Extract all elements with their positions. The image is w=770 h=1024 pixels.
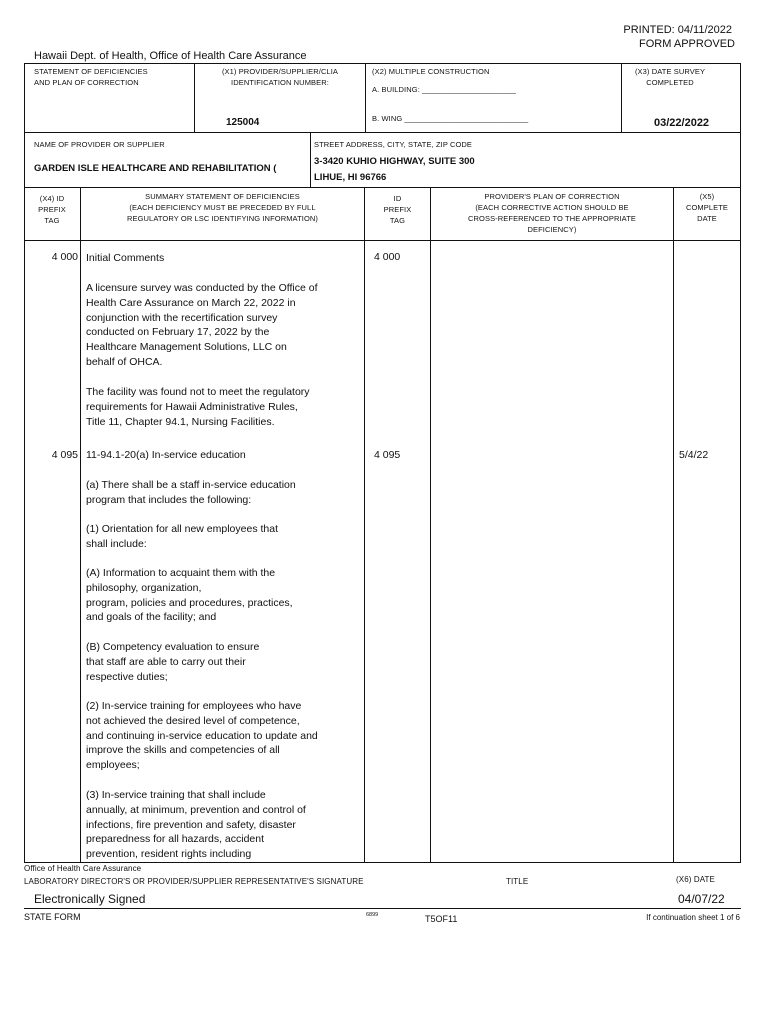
col-x4-prefix-tag: (X4) ID PREFIX TAG — [38, 194, 66, 225]
address-label: STREET ADDRESS, CITY, STATE, ZIP CODE — [314, 140, 473, 149]
address-line-2: LIHUE, HI 96766 — [314, 172, 387, 183]
address-line-1: 3-3420 KUHIO HIGHWAY, SUITE 300 — [314, 156, 475, 167]
col-complete-date: (X5) COMPLETE DATE — [685, 192, 729, 223]
survey-date: 03/22/2022 — [654, 117, 710, 129]
x2-wing: B. WING _____________________________ — [372, 114, 529, 123]
x3-label: (X3) DATE SURVEY COMPLETED — [634, 67, 706, 87]
signature-label: LABORATORY DIRECTOR'S OR PROVIDER/SUPPLIER REPRESENTATIVE'S SIGNATURE — [24, 877, 364, 886]
row-complete-date: 5/4/22 — [679, 449, 709, 461]
form-code: 6899 — [366, 912, 379, 918]
provider-id-number: 125004 — [226, 117, 260, 128]
continuation-sheet: If continuation sheet 1 of 6 — [646, 913, 740, 922]
deficiency-paragraph: (3) In-service training that shall include annually, at minimum, prevention and control of infections, fire prevention and safety, disaster preparedness for all hazards, accident prevention, resident rights including — [86, 789, 306, 861]
printed-date: PRINTED: 04/11/2022 — [623, 24, 732, 36]
x6-date-label: (X6) DATE — [676, 875, 715, 884]
provider-label: NAME OF PROVIDER OR SUPPLIER — [34, 140, 165, 149]
agency-title: Hawaii Dept. of Health, Office of Health Care Assurance — [34, 50, 307, 62]
deficiency-paragraph: A licensure survey was conducted by the Office of Health Care Assurance on March 22, 2022 in conjunction with the recertification survey conducted on February 17, 2022 by the Healthcare Management Solutions, LLC on behalf of OHCA. — [86, 282, 318, 368]
x1-label: (X1) PROVIDER/SUPPLIER/CLIA IDENTIFICATION NUMBER: — [221, 67, 339, 87]
state-form-label: STATE FORM — [24, 912, 81, 922]
signature-value: Electronically Signed — [34, 892, 146, 906]
row-id-tag: 4 000 — [374, 251, 401, 263]
deficiency-paragraph: (A) Information to acquaint them with the philosophy, organization, program, policies and procedures, practices, and goals of the facility; and — [86, 567, 293, 624]
statement-label: STATEMENT OF DEFICIENCIES AND PLAN OF CORRECTION — [34, 67, 148, 87]
deficiency-paragraph: (2) In-service training for employees who have not achieved the desired level of competence, and continuing in-service education to update and improve the skills and competencies of all employees; — [86, 700, 318, 772]
deficiency-paragraph: (B) Competency evaluation to ensure that staff are able to carry out their respective duties; — [86, 641, 260, 683]
form-approved: FORM APPROVED — [639, 38, 735, 50]
col-plan-of-correction: PROVIDER'S PLAN OF CORRECTION (EACH CORRECTIVE ACTION SHOULD BE CROSS-REFERENCED TO THE APPROPRIATE DEFICIENCY) — [468, 192, 636, 234]
row-prefix-tag: 4 000 — [51, 251, 78, 263]
title-label: TITLE — [506, 877, 529, 886]
col-id-prefix-tag: ID PREFIX TAG — [383, 194, 412, 225]
col-summary-statement: SUMMARY STATEMENT OF DEFICIENCIES (EACH DEFICIENCY MUST BE PRECEDED BY FULL REGULATORY OR LSC IDENTIFYING INFORMATION) — [126, 192, 319, 223]
provider-name: GARDEN ISLE HEALTHCARE AND REHABILITATION ( — [34, 163, 277, 174]
deficiency-paragraph: The facility was found not to meet the regulatory requirements for Hawaii Administrative Rules, Title 11, Chapter 94.1, Nursing Facilities. — [86, 386, 310, 428]
signed-date: 04/07/22 — [678, 892, 725, 906]
row-id-tag: 4 095 — [374, 449, 401, 461]
footer-agency: Office of Health Care Assurance — [24, 864, 142, 873]
event-id: T5OF11 — [425, 914, 458, 924]
deficiency-heading: 11-94.1-20(a) In-service education — [86, 449, 246, 461]
deficiency-paragraph: (1) Orientation for all new employees that shall include: — [86, 523, 279, 550]
deficiency-heading: Initial Comments — [86, 252, 165, 264]
x2-label: (X2) MULTIPLE CONSTRUCTION — [372, 67, 490, 76]
deficiency-paragraph: (a) There shall be a staff in-service education program that includes the following: — [86, 479, 296, 506]
row-prefix-tag: 4 095 — [51, 449, 78, 461]
x2-building: A. BUILDING: ______________________ — [372, 85, 517, 94]
